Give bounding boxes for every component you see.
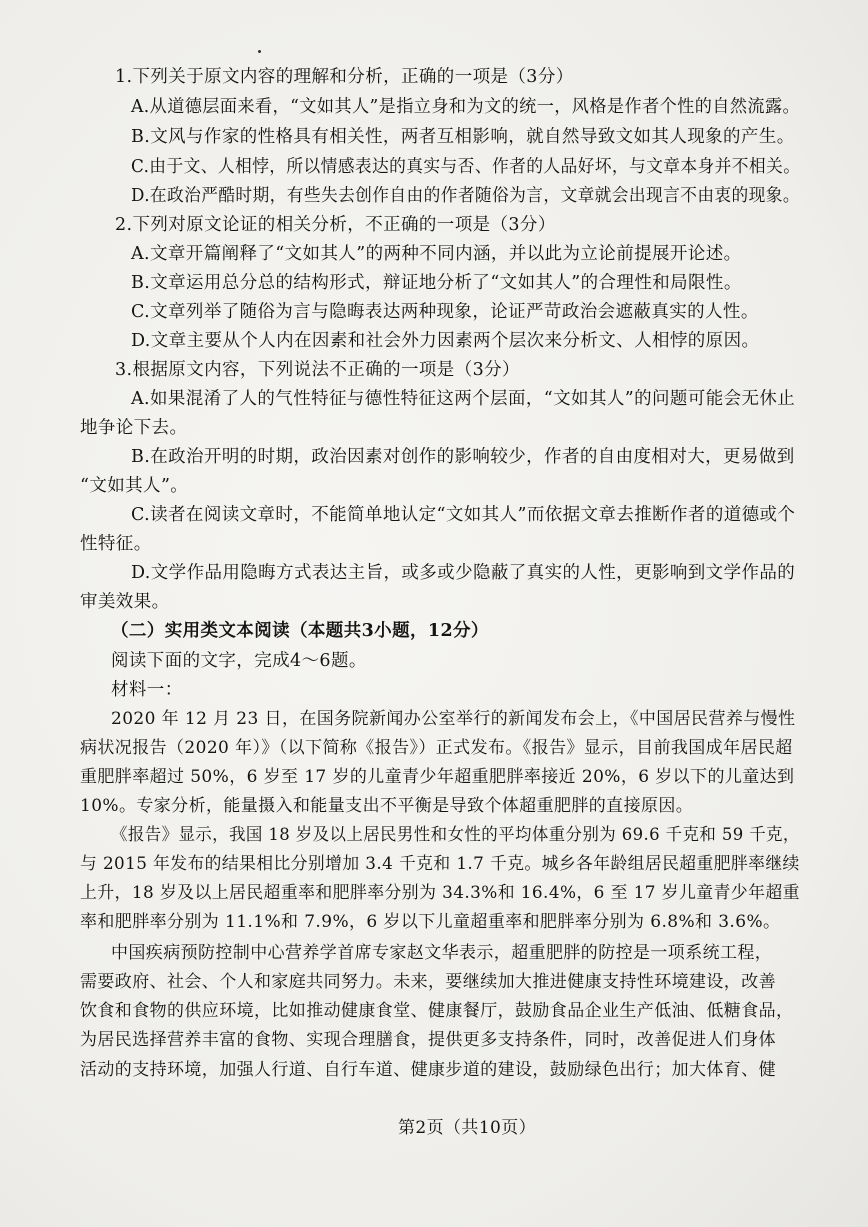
page-number: 第2页（共10页） (398, 1118, 537, 1138)
question-2-option-a: A.文章开篇阐释了“文如其人”的两种不同内涵，并以此为立论前提展开论述。 (131, 244, 742, 264)
print-dot (258, 50, 261, 53)
question-3-option-c: C.读者在阅读文章时，不能简单地认定“文如其人”而依据文章去推断作者的道德或个 (131, 505, 796, 525)
question-3-stem: 3.根据原文内容，下列说法不正确的一项是（3分） (115, 360, 520, 380)
material-p1-line4: 10%。专家分析，能量摄入和能量支出不平衡是导致个体超重肥胖的直接原因。 (80, 796, 694, 816)
question-2-option-c: C.文章列举了随俗为言与隐晦表达两种现象，论证严苛政治会遮蔽真实的人性。 (131, 302, 759, 322)
material-p2-line2: 与 2015 年发布的结果相比分别增加 3.4 千克和 1.7 千克。城乡各年龄组居民超重肥胖率继续 (80, 854, 800, 874)
section-heading: （二）实用类文本阅读（本题共3小题，12分） (111, 621, 489, 641)
section-instruction: 阅读下面的文字，完成4～6题。 (111, 651, 367, 671)
material-p3-line5: 活动的支持环境，加强人行道、自行车道、健康步道的建设，鼓励绿色出行；加大体育、健 (80, 1060, 776, 1080)
question-3-option-a-cont: 地争论下去。 (80, 418, 188, 438)
material-p3-line1: 中国疾病预防控制中心营养学首席专家赵文华表示，超重肥胖的防控是一项系统工程， (111, 943, 773, 963)
question-2-stem: 2.下列对原文论证的相关分析，不正确的一项是（3分） (115, 215, 556, 235)
material-p1-line1: 2020 年 12 月 23 日，在国务院新闻办公室举行的新闻发布会上，《中国居民营养与慢性 (111, 709, 796, 729)
material-p2-line3: 上升，18 岁及以上居民超重率和肥胖率分别为 34.3%和 16.4%，6 至 17 岁儿童青少年超重 (80, 883, 800, 903)
question-1-option-c: C.由于文、人相悖，所以情感表达的真实与否、作者的人品好坏，与文章本身并不相关。 (131, 157, 801, 177)
material-p2-line1: 《报告》显示，我国 18 岁及以上居民男性和女性的平均体重分别为 69.6 千克和 59 千克， (111, 825, 800, 845)
material-p3-line3: 饮食和食物的供应环境，比如推动健康食堂、健康餐厅，鼓励食品企业生产低油、低糖食品， (80, 1001, 794, 1021)
material-p3-line2: 需要政府、社会、个人和家庭共同努力。未来，要继续加大推进健康支持性环境建设，改善 (80, 972, 776, 992)
material-p1-line3: 重肥胖率超过 50%，6 岁至 17 岁的儿童青少年超重肥胖率接近 20%，6 岁以下的儿童达到 (80, 767, 795, 787)
question-3-option-a: A.如果混淆了人的气性特征与德性特征这两个层面，“文如其人”的问题可能会无休止 (131, 389, 796, 409)
question-1-stem: 1.下列关于原文内容的理解和分析，正确的一项是（3分） (115, 67, 574, 87)
question-3-option-d: D.文学作品用隐晦方式表达主旨，或多或少隐蔽了真实的人性，更影响到文学作品的 (131, 563, 796, 583)
question-1-option-a: A.从道德层面来看，“文如其人”是指立身和为文的统一，风格是作者个性的自然流露。 (131, 97, 801, 117)
question-3-option-d-cont: 审美效果。 (80, 592, 170, 612)
material-p2-line4: 率和肥胖率分别为 11.1%和 7.9%，6 岁以下儿童超重率和肥胖率分别为 6.8%和 3.6%。 (80, 912, 781, 932)
question-3-option-c-cont: 性特征。 (80, 534, 152, 554)
question-1-option-b: B.文风与作家的性格具有相关性，两者互相影响，就自然导致文如其人现象的产生。 (131, 127, 795, 147)
material-label: 材料一： (111, 680, 183, 700)
material-p3-line4: 为居民选择营养丰富的食物、实现合理膳食，提供更多支持条件，同时，改善促进人们身体 (80, 1030, 776, 1050)
question-2-option-b: B.文章运用总分总的结构形式，辩证地分析了“文如其人”的合理性和局限性。 (131, 273, 742, 293)
question-2-option-d: D.文章主要从个人内在因素和社会外力因素两个层次来分析文、人相悖的原因。 (131, 331, 760, 351)
question-1-option-d: D.在政治严酷时期，有些失去创作自由的作者随俗为言，文章就会出现言不由衷的现象。 (131, 186, 800, 206)
question-3-option-b: B.在政治开明的时期，政治因素对创作的影响较少，作者的自由度相对大，更易做到 (131, 447, 795, 467)
material-p1-line2: 病状况报告（2020 年）》（以下简称《报告》）正式发布。《报告》显示，目前我国成年居民超 (80, 738, 793, 758)
question-3-option-b-cont: “文如其人”。 (80, 476, 189, 496)
